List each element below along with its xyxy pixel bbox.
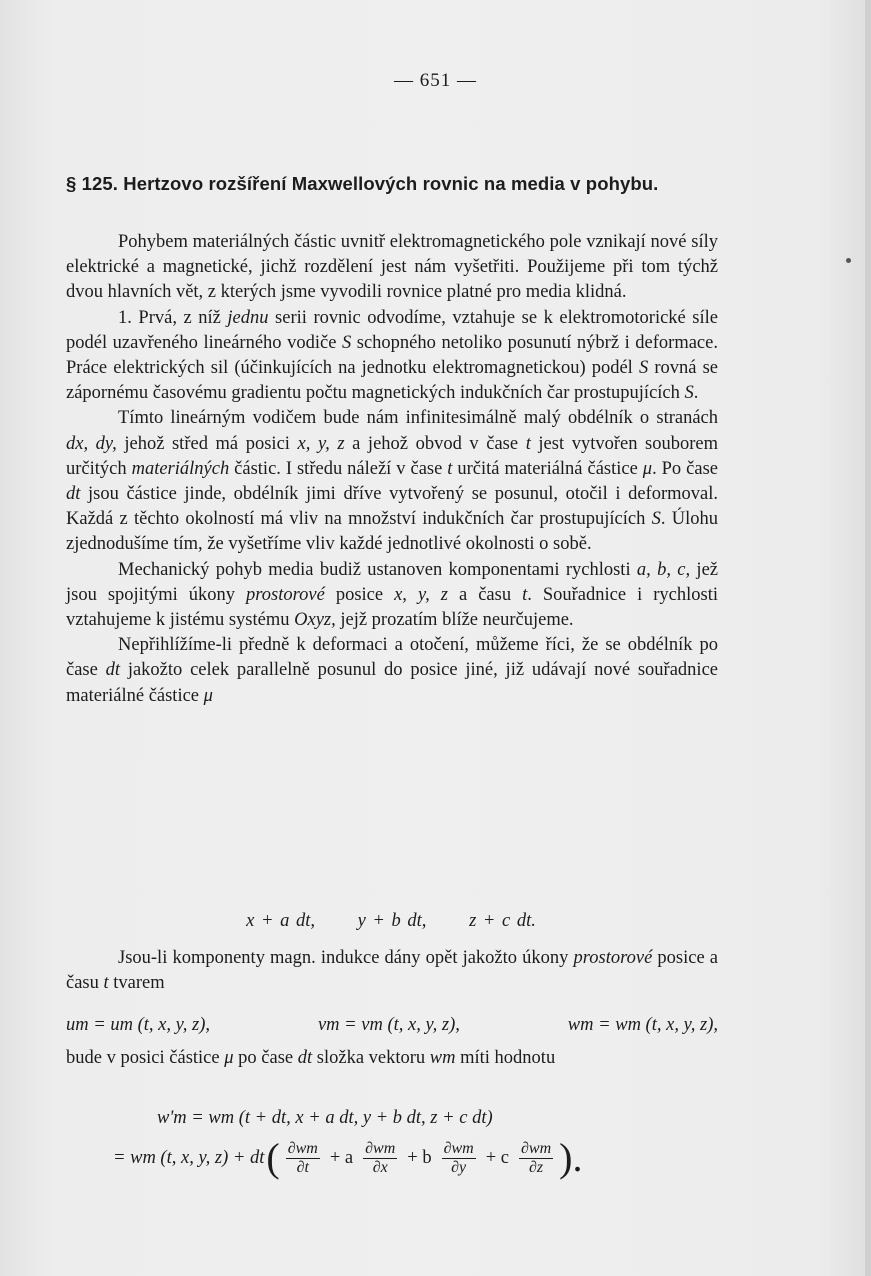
fraction-dy: $\frac{\partial wm}{\partial y}$ [443,1139,474,1176]
fraction-dt: $\frac{\partial wm}{\partial t}$ [287,1139,318,1176]
eq-um: um = um (t, x, y, z), [66,1015,211,1035]
paragraph-5-block [66,946,718,996]
equation-wm-prime: w'm = wm (t + dt, x + a dt, y + b dt, z + c dt) [157,1108,493,1128]
eq-wm: wm = wm (t, x, y, z), [567,1015,718,1035]
eq-vm: vm = vm (t, x, y, z), [317,1015,460,1035]
paragraph-3: Mechanický pohyb media budiž ustanoven komponentami rychlosti a, b, c, jež jsou spojitými úkony prostorové posice x, y, z a času t. Souřadnice i rychlosti vztahujeme k jistému systému Oxyz, jejž prozatím blíže neurčujeme. [66,559,718,631]
equation-taylor: = wm (t, x, y, z) + dt ( $\frac{\partial wm}{\partial t}$ + a $\frac{\partial wm}{\partial x}$ + b $\frac{\partial wm}{\partial y}$ + c $\frac{\partial wm}{\partial z}$ ). [113,1135,583,1180]
eq-y: y + b dt, [357,911,427,931]
paragraph-5: Jsou-li komponenty magn. indukce dány opět jakožto úkony prostorové posice a času t tvarem [66,948,718,994]
paragraph-1: 1. Prvá, z níž jednu serii rovnic odvodíme, vztahuje se k elektromotorické síle podél uzavřeného lineárného vodiče S schopného netoliko posunutí nýbrž i deformace. Práce elektrických sil (účinkujících na jednotku elektromagnetickou) podél S rovná se zápornému časovému gradientu počtu magnetických indukčních čar prostupujících S. [66,307,718,404]
eq-x: x + a dt, [246,911,315,931]
eq-z: z + c dt. [469,911,536,931]
page-edge [865,0,871,1276]
equation-position [66,911,716,932]
scan-spot [846,258,851,263]
paragraph-6-block [66,1046,718,1071]
paragraph-4: Nepřihlížíme-li předně k deformaci a otočení, můžeme říci, že se obdélník po čase dt jakožto celek parallelně posunul do posice jiné, již udávají nové souřadnice materiálné částice μ [66,635,718,706]
fraction-dz: $\frac{\partial wm}{\partial z}$ [521,1139,552,1176]
page-number: — 651 — [394,70,477,91]
paragraph-6: bude v posici částice μ po čase dt složka vektoru wm míti hodnotu [66,1048,556,1068]
paragraph-2: Tímto lineárným vodičem bude nám infinitesimálně malý obdélník o stranách dx, dy, jehož střed má posici x, y, z a jehož obvod v čase t jest vytvořen souborem určitých materiálných částic. I středu náleží v čase t určitá materiálná částice μ. Po čase dt jsou částice jinde, obdélník jimi dříve vytvořený se posunul, otočil i deformoval. Každá z těchto okolností má vliv na množství indukčních čar prostupujících S. Úlohu zjednodušíme tím, že vyšetříme vliv každé jednotlivé okolnosti o sobě. [66,408,719,555]
intro-paragraph: Pohybem materiálných částic uvnitř elektromagnetického pole vznikají nové síly elektrické a magnetické, jichž rozdělení jest nám vyšetřiti. Použijeme při tom týchž dvou hlavních vět, z kterých jsme vyvodili rovnice platné pro media klidná. [66,232,718,303]
eq4-lead: = wm (t, x, y, z) + dt [113,1147,265,1168]
section-heading: § 125. Hertzovo rozšíření Maxwellových rovnic na media v pohybu. [66,173,659,194]
open-paren: ( [266,1135,280,1180]
close-paren: ). [559,1135,583,1180]
fraction-dx: $\frac{\partial wm}{\partial x}$ [365,1139,396,1176]
main-text [66,230,718,709]
equation-components [66,1015,718,1036]
